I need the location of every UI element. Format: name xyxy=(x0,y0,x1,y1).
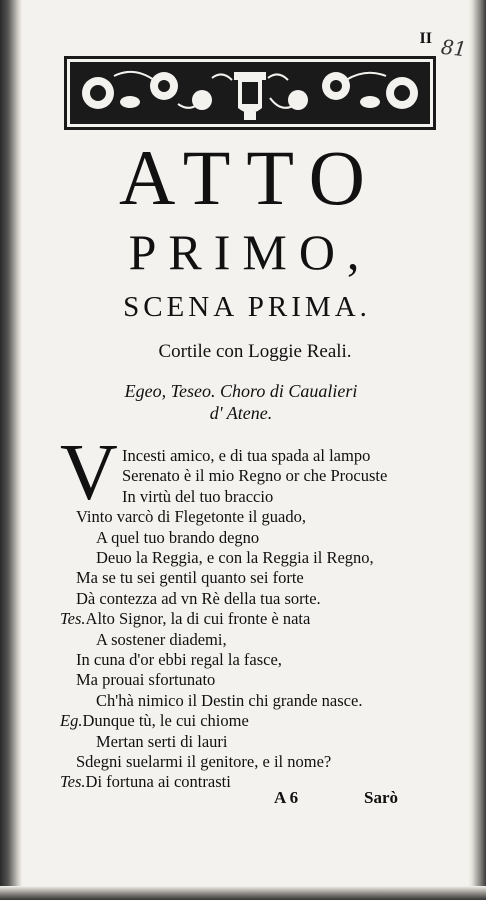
page-edge-bottom xyxy=(0,886,486,900)
verse-text: Ma prouai sfortunato xyxy=(76,670,216,690)
verse-text: A sostener diademi, xyxy=(96,629,227,649)
page-edge-left xyxy=(0,0,22,900)
verse-text: Sdegni suelarmi il genitore, e il nome? xyxy=(76,752,332,771)
verse-line xyxy=(76,568,476,588)
handwritten-folio-number: 81 xyxy=(439,34,468,62)
verse-line xyxy=(76,589,476,609)
scene-setting: Cortile con Loggie Reali. xyxy=(158,341,352,362)
drop-cap: V xyxy=(60,429,118,517)
verse-text: Di fortuna ai contrasti xyxy=(85,772,231,792)
floral-headpiece-ornament xyxy=(64,56,436,130)
verse-text: Mertan serti di lauri xyxy=(96,731,228,751)
verse-line xyxy=(60,711,460,731)
verse-line xyxy=(76,507,476,527)
verse-text: Alto Signor, la di cui fronte è nata xyxy=(85,609,311,629)
verse-line xyxy=(96,630,486,650)
verse-text: Dunque tù, le cui chiome xyxy=(82,711,249,731)
verse-line xyxy=(76,670,476,690)
verse-line xyxy=(76,650,476,670)
character-list xyxy=(76,380,406,424)
scene-title: SCENA PRIMA. xyxy=(123,291,371,323)
verse-line xyxy=(96,548,486,568)
verse-line xyxy=(122,487,486,507)
verse-text: In cuna d'or ebbi regal la fasce, xyxy=(76,650,282,669)
speaker-label: Tes. xyxy=(60,609,86,629)
verse-text: Dà contezza ad vn Rè della tua sorte. xyxy=(76,588,321,608)
character-list-line-1: Egeo, Teseo. Choro di Caualieri xyxy=(124,381,358,401)
speaker-label: Eg. xyxy=(60,711,83,731)
catchword: Sarò xyxy=(364,788,398,807)
verse-line xyxy=(76,752,476,772)
verse-line xyxy=(60,609,460,629)
verse-text: Deuo la Reggia, e con la Reggia il Regno, xyxy=(96,548,374,567)
verse-line xyxy=(122,446,486,466)
verse-line xyxy=(96,732,486,752)
verse-text: Serenato è il mio Regno or che Procuste xyxy=(122,466,388,486)
verse-line xyxy=(96,691,486,711)
verse-text: Incesti amico, e di tua spada al lampo xyxy=(122,446,371,465)
character-list-line-2: d' Atene. xyxy=(209,403,273,423)
verse-line xyxy=(96,528,486,548)
speaker-label: Tes. xyxy=(60,772,86,792)
signature-mark: A 6 xyxy=(274,788,299,807)
verse-text: Vinto varcò di Flegetonte il guado, xyxy=(76,507,306,527)
verse-text: Ma se tu sei gentil quanto sei forte xyxy=(76,568,304,588)
verse-line xyxy=(60,772,460,792)
verse-text: Ch'hà nimico il Destin chi grande nasce. xyxy=(96,690,363,710)
act-title: ATTO xyxy=(119,134,381,221)
verse-text: In virtù del tuo braccio xyxy=(122,486,274,506)
verse-text: A quel tuo brando degno xyxy=(96,527,260,547)
act-number: PRIMO, xyxy=(128,224,372,280)
page-number: II xyxy=(419,30,432,47)
verse-line xyxy=(122,466,486,486)
